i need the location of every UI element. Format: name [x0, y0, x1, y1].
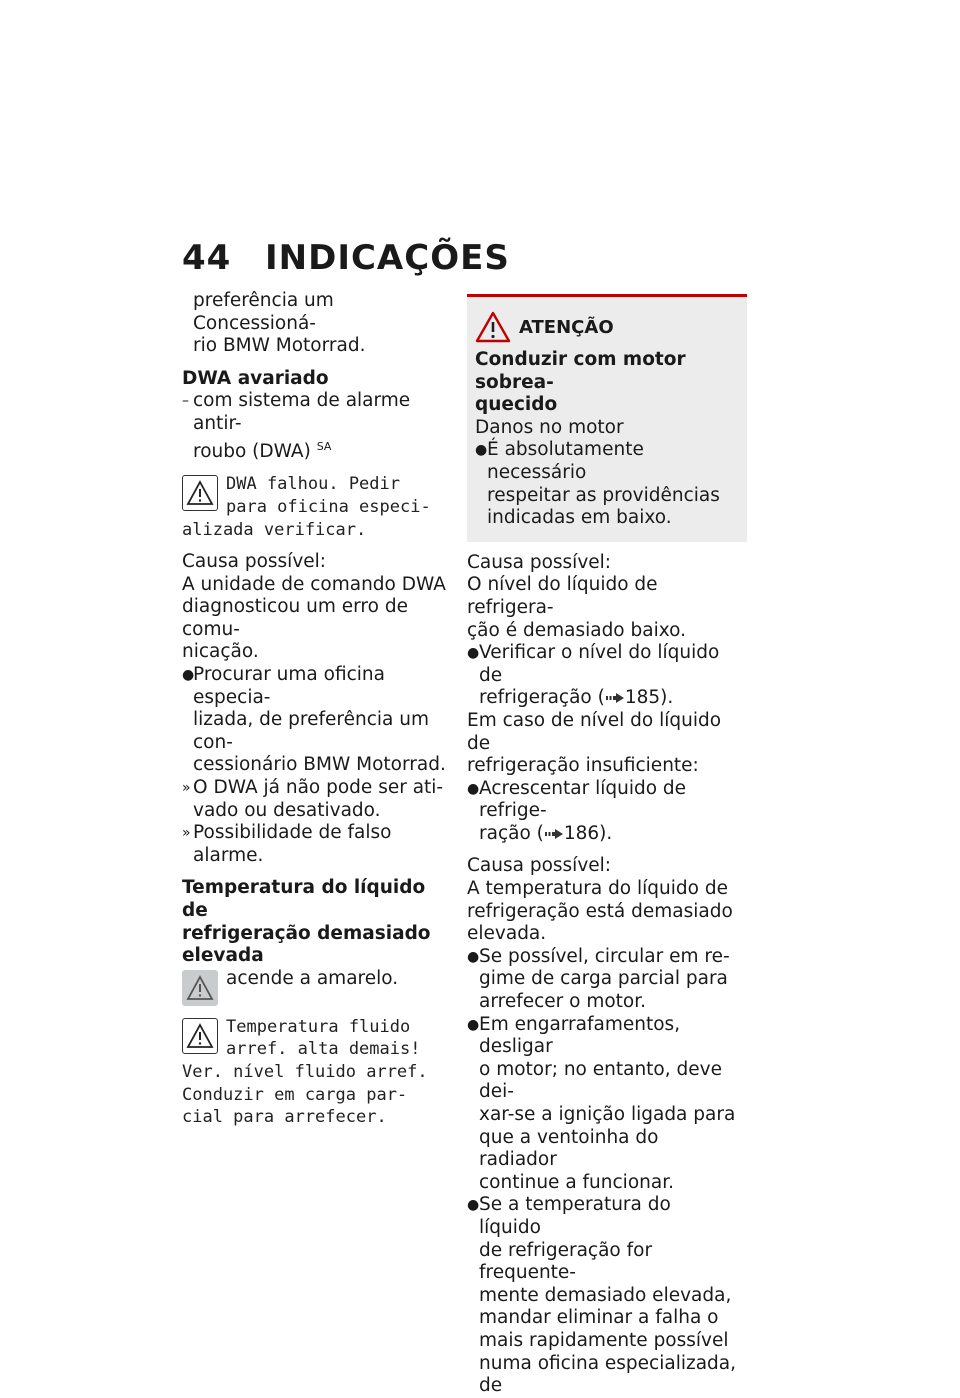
temp-heading: elevada — [182, 945, 264, 967]
warning-box — [467, 294, 747, 542]
left-column — [182, 290, 452, 1129]
bullet-marker: ● — [182, 667, 195, 684]
cause-text: nicação. — [182, 641, 259, 663]
cause-text: refrigeração está demasiado — [467, 900, 733, 922]
cause-text: A unidade de comando DWA — [182, 573, 446, 595]
temp-message — [182, 1016, 452, 1129]
insufficient-text: refrigeração insuficiente: — [467, 755, 699, 777]
temp-msg-line: cial para arrefecer. — [182, 1107, 387, 1128]
cause-label: Causa possível: — [467, 855, 612, 877]
intro-line: rio BMW Motorrad. — [193, 335, 366, 357]
action-cont: mandar eliminar a falha o — [479, 1307, 719, 1329]
temp-msg-line: Conduzir em carga par- — [182, 1084, 408, 1105]
warning-bullet: ● É absolutamente necessário — [475, 439, 644, 483]
bullet-marker: ● — [467, 1197, 480, 1214]
dwa-msg-line: para oficina especi- — [226, 496, 431, 517]
action-item: ● Verificar o nível do líquido de — [467, 642, 720, 686]
warning-bullet-cont: respeitar as providências — [487, 484, 720, 506]
action-cont: mais rapidamente possível — [479, 1329, 729, 1351]
right-column — [467, 294, 737, 1398]
cause-text: diagnosticou um erro de comu- — [182, 596, 408, 640]
dwa-heading: DWA avariado — [182, 367, 329, 389]
bullet-marker: ● — [467, 948, 480, 965]
dwa-item-text: com sistema de alarme antir- — [193, 390, 411, 434]
warning-triangle-icon — [182, 475, 218, 511]
action-cont: que a ventoinha do radiador — [479, 1126, 659, 1171]
cause-text: ção é demasiado baixo. — [467, 619, 686, 641]
warning-triangle-icon — [475, 311, 511, 343]
cause-text: elevada. — [467, 923, 547, 945]
temp-msg-line: arref. alta demais! — [226, 1039, 421, 1060]
result-cont: vado ou desativado. — [193, 799, 381, 821]
cause-text: A temperatura do líquido de — [467, 878, 728, 900]
result-item: » Possibilidade de falso alarme. — [182, 822, 392, 866]
action-item: ● Procurar uma oficina especia- — [182, 664, 385, 708]
action-cont: arrefecer o motor. — [479, 991, 647, 1013]
dwa-msg-line: DWA falhou. Pedir — [226, 474, 400, 495]
action-item: ● Se possível, circular em re- — [467, 945, 730, 967]
result-marker: » — [182, 780, 191, 797]
temp-msg-line: Ver. nível fluido arref. — [182, 1061, 428, 1082]
dwa-message — [182, 473, 452, 541]
bullet-marker: ● — [467, 645, 480, 662]
warning-title: ATENÇÃO — [475, 311, 737, 343]
warning-consequence: Danos no motor — [475, 416, 624, 438]
dwa-msg-line: alizada verificar. — [182, 519, 367, 540]
action-item: ● Se a temperatura do líquido — [467, 1194, 671, 1238]
warning-heading: Conduzir com motor sobrea- — [475, 349, 686, 393]
warning-heading: quecido — [475, 394, 558, 416]
temp-msg-line: Temperatura fluido — [226, 1016, 411, 1037]
result-marker: » — [182, 825, 191, 842]
action-cont: numa oficina especializada, de — [479, 1352, 736, 1397]
action-cont: lizada, de preferência um con- — [193, 709, 429, 753]
action-cont: refrigeração ( 185). — [479, 687, 674, 709]
reference-arrow-icon — [544, 828, 564, 840]
action-item: ● Em engarrafamentos, desligar — [467, 1013, 681, 1058]
warning-triangle-icon — [182, 1018, 218, 1054]
cause-label: Causa possível: — [467, 551, 612, 573]
page-title: INDICAÇÕES — [265, 238, 510, 278]
action-cont: cessionário BMW Motorrad. — [193, 754, 446, 776]
temp-heading: refrigeração demasiado — [182, 922, 431, 944]
dash-marker: – — [182, 393, 189, 410]
intro-line: preferência um Concessioná- — [193, 290, 334, 334]
result-item: » O DWA já não pode ser ati- — [182, 777, 444, 799]
bullet-marker: ● — [467, 780, 480, 797]
action-cont: de refrigeração for frequente- — [479, 1239, 653, 1284]
action-item: ● Acrescentar líquido de refrige- — [467, 777, 687, 822]
action-cont: ração ( 186). — [479, 822, 613, 844]
insufficient-text: Em caso de nível do líquido de — [467, 709, 722, 754]
temp-lamp-text: acende a amarelo. — [226, 967, 399, 989]
warning-triangle-icon — [182, 970, 218, 1006]
sa-superscript: SA — [316, 439, 332, 453]
warning-bullet-cont: indicadas em baixo. — [487, 507, 672, 529]
reference-arrow-icon — [605, 692, 625, 704]
cause-label: Causa possível: — [182, 551, 327, 573]
action-cont: o motor; no entanto, deve dei- — [479, 1058, 722, 1103]
action-cont: continue a funcionar. — [479, 1171, 674, 1193]
page-number: 44 — [182, 238, 232, 278]
action-cont: gime de carga parcial para — [479, 968, 728, 990]
dwa-item-cont: roubo (DWA) $^{SA}$ — [193, 439, 332, 462]
bullet-marker: ● — [467, 1016, 480, 1033]
action-cont: xar-se a ignição ligada para — [479, 1104, 736, 1125]
bullet-marker: ● — [475, 442, 488, 459]
temp-lamp-row — [182, 968, 452, 1006]
action-cont: mente demasiado elevada, — [479, 1284, 732, 1306]
temp-heading: Temperatura do líquido de — [182, 877, 426, 921]
cause-text: O nível do líquido de refrigera- — [467, 574, 658, 618]
dwa-list-item — [182, 390, 452, 435]
